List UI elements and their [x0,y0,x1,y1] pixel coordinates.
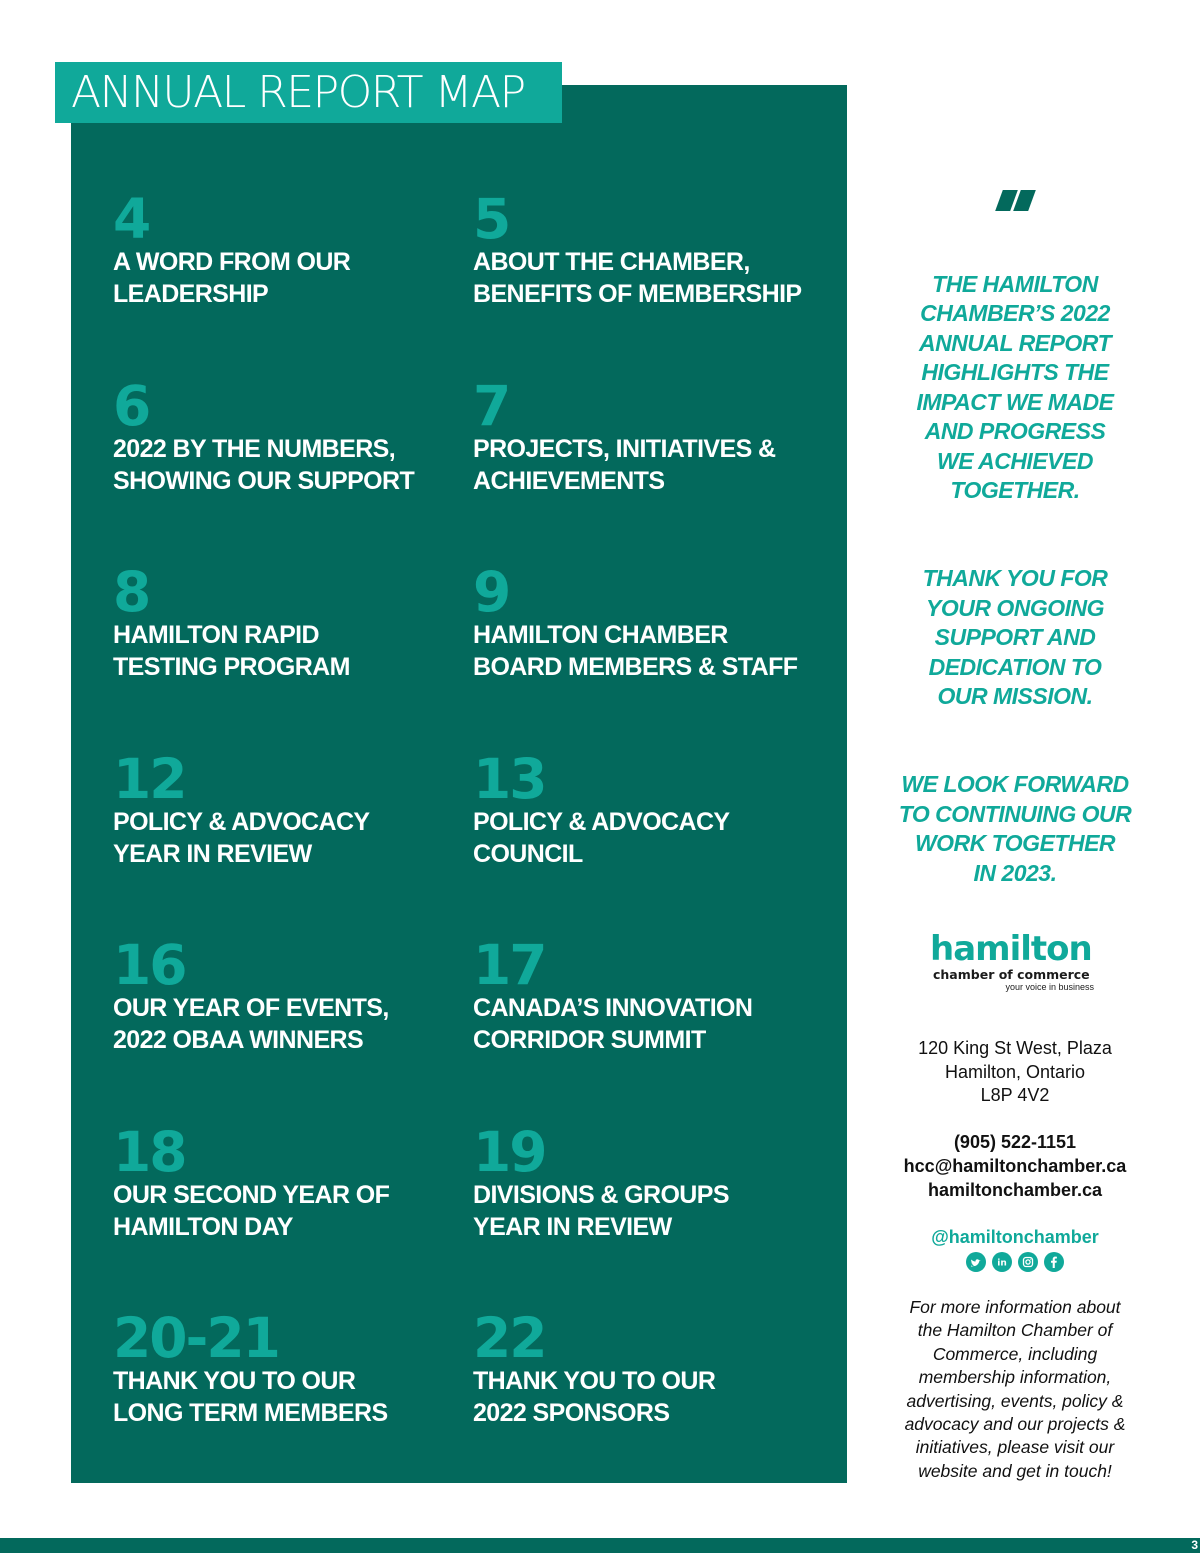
hamilton-chamber-logo [930,930,1100,993]
entry-label: 2022 BY THE NUMBERS, SHOWING OUR SUPPORT [113,434,415,495]
contents-entry[interactable] [113,1306,473,1498]
entry-label: THANK YOU TO OUR LONG TERM MEMBERS [113,1367,388,1427]
contents-grid [113,187,833,1452]
entry-page-number: 7 [473,373,510,438]
phone-number[interactable]: (905) 522-1151 [953,1132,1077,1152]
entry-label: OUR SECOND YEAR OF HAMILTON DAY [113,1180,390,1241]
entry-label: POLICY & ADVOCACY YEAR IN REVIEW [113,807,370,868]
quote-paragraph: THANK YOU FOR YOUR ONGOING SUPPORT AND DEDICATION TO OUR MISSION. [922,565,1108,709]
quote-paragraph: WE LOOK FORWARD TO CONTINUING OUR WORK TOGETHER IN 2023. [898,771,1132,886]
social-icons [880,1252,1150,1272]
quote-paragraph: THE HAMILTON CHAMBER’S 2022 ANNUAL REPORT HIGHLIGHTS THE IMPACT WE MADE AND PROGRESS WE ACHIEVED TOGETHER. [916,270,1114,503]
quote-text [880,240,1150,947]
twitter-icon[interactable] [966,1252,986,1272]
contents-entry[interactable] [113,746,473,939]
entry-label: HAMILTON CHAMBER BOARD MEMBERS & STAFF [473,621,798,681]
entry-label: CANADA’S INNOVATION CORRIDOR SUMMIT [473,994,753,1054]
quote-block [880,190,1150,947]
email-link[interactable]: hcc@hamiltonchamber.ca [903,1156,1127,1176]
contact-details [880,1130,1150,1202]
contents-entry[interactable] [113,187,473,379]
title-banner [55,62,562,123]
entry-page-number: 5 [473,187,510,251]
contents-entry[interactable] [473,1306,833,1498]
contents-entry[interactable] [473,187,833,379]
instagram-icon[interactable] [1018,1252,1038,1272]
entry-page-number: 22 [473,1306,546,1370]
contents-entry[interactable] [113,1119,473,1312]
social-block [880,1226,1150,1272]
entry-label: A WORD FROM OUR LEADERSHIP [113,248,351,308]
contents-entry[interactable] [113,373,473,566]
entry-page-number: 18 [113,1119,186,1184]
social-handle[interactable]: @hamiltonchamber [931,1227,1099,1247]
entry-label: PROJECTS, INITIATIVES & ACHIEVEMENTS [473,434,776,495]
entry-page-number: 13 [473,746,546,811]
contents-entry[interactable] [473,933,833,1125]
contents-entry[interactable] [473,1119,833,1312]
logo-subtitle: chamber of commerce [933,967,1090,982]
entry-page-number: 4 [113,187,150,251]
contents-entry[interactable] [113,933,473,1125]
contents-entry[interactable] [113,560,473,752]
entry-label: THANK YOU TO OUR 2022 SPONSORS [473,1367,716,1427]
entry-label: OUR YEAR OF EVENTS, 2022 OBAA WINNERS [113,994,389,1054]
quote-icon [880,190,1150,220]
contents-entry[interactable] [473,560,833,752]
entry-page-number: 12 [113,746,186,811]
more-info-text: For more information about the Hamilton Chamber of Commerce, including membership information, advertising, events, policy & advocacy and our projects & initiatives, please visit our website and get in touch! [904,1297,1126,1481]
entry-label: DIVISIONS & GROUPS YEAR IN REVIEW [473,1180,729,1241]
entry-page-number: 8 [113,560,150,624]
website-link[interactable]: hamiltonchamber.ca [927,1180,1103,1200]
entry-label: POLICY & ADVOCACY COUNCIL [473,807,730,868]
entry-page-number: 16 [113,933,186,997]
entry-page-number: 6 [113,373,150,438]
entry-label: HAMILTON RAPID TESTING PROGRAM [113,621,350,681]
entry-label: ABOUT THE CHAMBER, BENEFITS OF MEMBERSHIP [473,248,802,308]
logo-tagline: your voice in business [1005,982,1094,992]
footer-bar [0,1538,1200,1553]
facebook-icon[interactable] [1044,1252,1064,1272]
page-number: 3 [1191,1538,1198,1552]
page-title: ANNUAL REPORT MAP [71,66,525,118]
contents-entry[interactable] [473,373,833,566]
entry-page-number: 17 [473,933,546,997]
entry-page-number: 9 [473,560,510,624]
svg-text:in: in [997,1258,1007,1269]
address: 120 King St West, Plaza Hamilton, Ontario L8P 4V2 [918,1038,1112,1105]
contents-entry[interactable] [473,746,833,939]
linkedin-icon[interactable] [992,1252,1012,1272]
entry-page-number: 20-21 [113,1306,279,1370]
entry-page-number: 19 [473,1119,546,1184]
logo-wordmark: hamilton [930,929,1092,969]
